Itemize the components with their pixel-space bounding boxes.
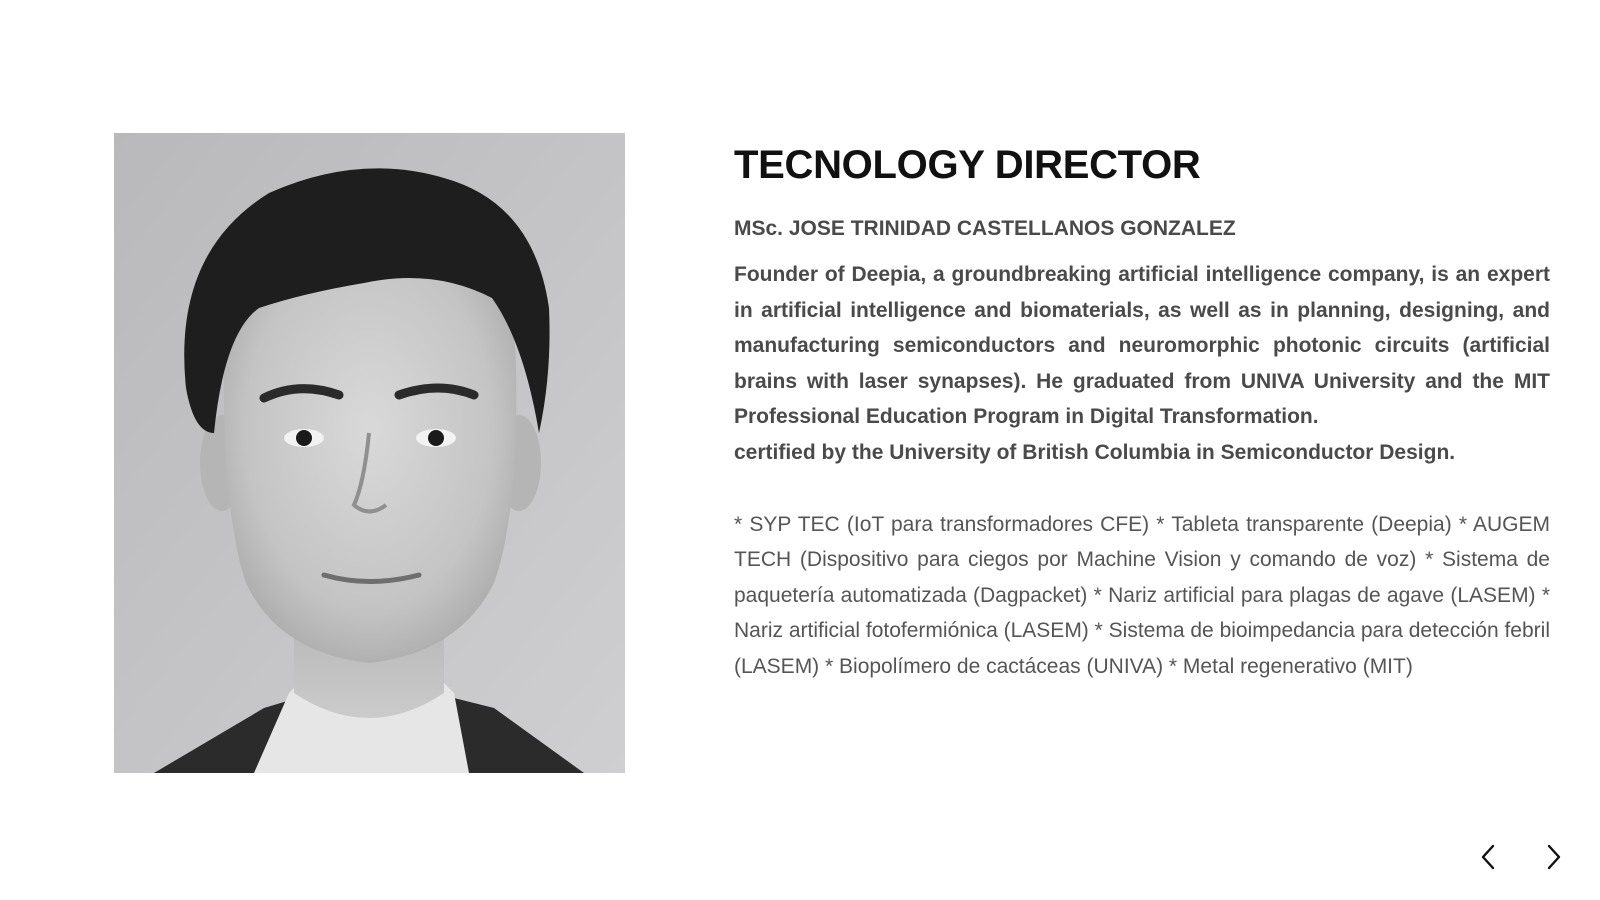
next-slide-button[interactable] (1537, 840, 1571, 874)
portrait-image (114, 133, 625, 773)
previous-slide-button[interactable] (1471, 840, 1505, 874)
projects-list: * SYP TEC (IoT para transformadores CFE) * Tableta transparente (Deepia) * AUGEM TECH (Dispositivo para ciegos por Machine Vision y comando de voz) * Sistema de paquetería automatizada (Dagpacket) * Nariz artificial para plagas de agave (LASEM) * Nariz artificial fotofermiónica (LASEM) * Sistema de bioimpedancia para detección febril (LASEM) * Biopolímero de cactáceas (UNIVA) * Metal regenerativo (MIT) (734, 512, 1550, 678)
certification-text: certified by the University of British Columbia in Semiconductor Design. (734, 440, 1456, 464)
portrait-photo (114, 133, 625, 773)
bio-paragraph: Founder of Deepia, a groundbreaking artificial intelligence company, is an expert in artificial intelligence and biomaterials, as well as in planning, designing, and manufacturing semiconductors and neuromorphic photonic circuits (artificial brains with laser synapses). He graduated from UNIVA University and the MIT Professional Education Program in Digital Transformation. (734, 263, 1550, 429)
chevron-left-icon (1478, 843, 1498, 871)
chevron-right-icon (1544, 843, 1564, 871)
role-title: TECNOLOGY DIRECTOR (734, 143, 1201, 187)
profile-content (734, 136, 1550, 685)
person-name: MSc. JOSE TRINIDAD CASTELLANOS GONZALEZ (734, 217, 1236, 240)
